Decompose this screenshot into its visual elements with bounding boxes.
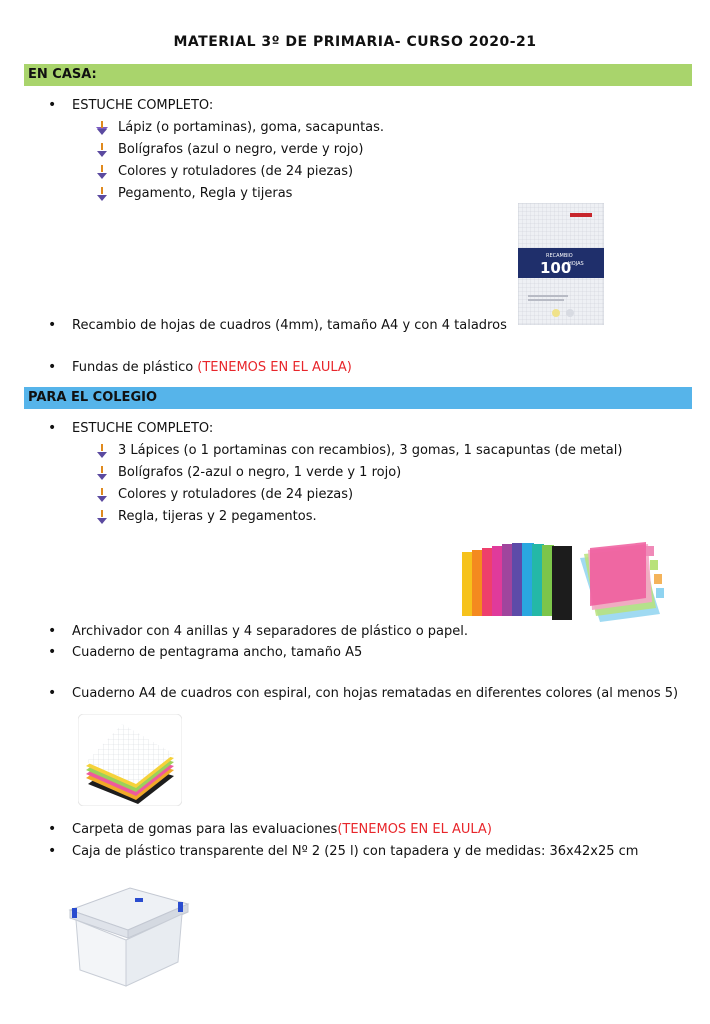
list-item-cuaderno-a4 [48,686,679,701]
list-item-caja [48,844,639,859]
list-item-archivador [48,624,469,639]
arrow-bullet-icon [96,165,108,179]
arrow-bullet-icon [96,510,108,524]
sub-item [96,509,317,524]
section-header-colegio: PARA EL COLEGIO [24,387,692,409]
fundas-text: Fundas de plástico [72,360,198,375]
item-label [72,822,492,837]
plastic-box-image [60,880,196,990]
section-header-casa: EN CASA: [24,64,692,86]
in-classroom-note: (TENEMOS EN EL AULA) [337,822,492,837]
list-item-recambio [48,318,507,333]
sub-item-label: Colores y rotuladores (de 24 piezas) [118,487,354,502]
item-label: Caja de plástico transparente del Nº 2 (25 l) con tapadera y de medidas: 36x42x25 cm [72,844,639,859]
sub-item-label: Bolígrafos (azul o negro, verde y rojo) [118,142,364,157]
list-item-estuche-colegio [48,421,214,436]
list-item-estuche-casa [48,98,214,113]
list-item-pentagrama [48,645,363,660]
item-label: Cuaderno A4 de cuadros con espiral, con hojas rematadas en diferentes colores (al menos 5) [72,686,679,701]
sub-item-label: 3 Lápices (o 1 portaminas con recambios), 3 gomas, 1 sacapuntas (de metal) [118,443,623,458]
refill-count-text: 100 [540,259,572,277]
sub-item [96,120,385,135]
arrow-bullet-icon [96,488,108,502]
arrow-bullet-icon [96,187,108,201]
sub-item-label: Regla, tijeras y 2 pegamentos. [118,509,317,524]
sub-item [96,443,623,458]
arrow-bullet-icon [96,466,108,480]
item-label: Recambio de hojas de cuadros (4mm), tamaño A4 y con 4 taladros [72,318,507,333]
item-label: ESTUCHE COMPLETO: [72,98,214,113]
list-item-fundas [48,360,352,375]
notebook-image [78,714,182,806]
item-label: Cuaderno de pentagrama ancho, tamaño A5 [72,645,363,660]
sub-item [96,142,364,157]
sub-item-label: Pegamento, Regla y tijeras [118,186,293,201]
page-title: MATERIAL 3º DE PRIMARIA- CURSO 2020-21 [173,34,537,50]
binders-and-dividers-image [460,538,670,636]
list-item-carpeta [48,822,492,837]
paper-refill-image [518,203,604,325]
carpeta-text: Carpeta de gomas para las evaluaciones [72,822,338,837]
arrow-bullet-icon [96,143,108,157]
sub-item [96,186,293,201]
sub-item-label: Bolígrafos (2-azul o negro, 1 verde y 1 rojo) [118,465,402,480]
sub-item [96,487,354,502]
sub-item [96,164,354,179]
item-label: Archivador con 4 anillas y 4 separadores de plástico o papel. [72,624,469,639]
refill-brand-text: RECAMBIO [546,253,573,259]
item-label [72,360,352,375]
refill-unit-text: HOJAS [568,261,584,267]
item-label: ESTUCHE COMPLETO: [72,421,214,436]
arrow-bullet-icon [96,444,108,458]
sub-item-label: Colores y rotuladores (de 24 piezas) [118,164,354,179]
arrow-bullet-icon [96,121,108,135]
sub-item [96,465,402,480]
sub-item-label: Lápiz (o portaminas), goma, sacapuntas. [118,120,385,135]
in-classroom-note: (TENEMOS EN EL AULA) [197,360,352,375]
